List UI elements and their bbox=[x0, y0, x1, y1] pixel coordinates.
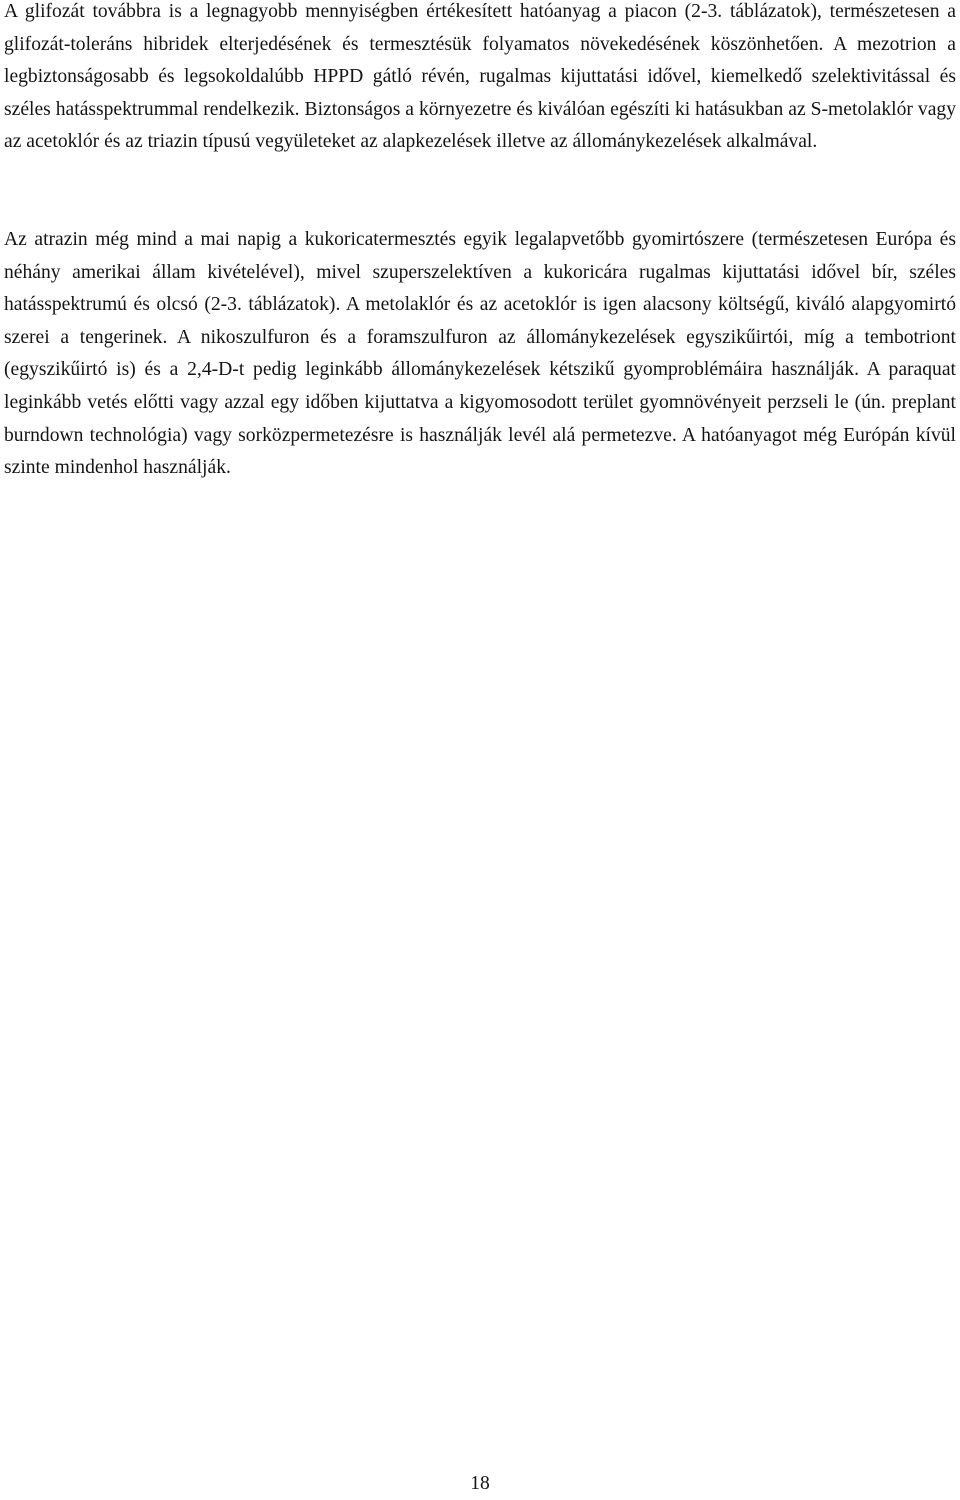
paragraph-atrazin-paraquat: Az atrazin még mind a mai napig a kukoricatermesztés egyik legalapvetőbb gyomirtószere (természetesen Európa és néhány amerikai állam kivételével), mivel szuperszelektíven a kukoricára rugalmas kijuttatási idővel bír, széles hatásspektrumú és olcsó (2-3. táblázatok). A metolaklór és az acetoklór is igen alacsony költségű, kiváló alapgyomirtó szerei a tengerinek. A nikoszulfuron és a foramszulfuron az állománykezelések egyszikűirtói, míg a tembotriont (egyszikűirtó is) és a 2,4-D-t pedig leginkább állománykezelések kétszikű gyomproblémáira használják. A paraquat leginkább vetés előtti vagy azzal egy időben kijuttatva a kigyomosodott terület gyomnövényeit perzseli le (ún. preplant burndown technológia) vagy sorközpermetezésre is használják levél alá permetezve. A hatóanyagot még Európán kívül szinte mindenhol használják. bbox=[4, 229, 956, 479]
document-page bbox=[4, 0, 956, 1497]
paragraph-glifozat-mezotrion: A glifozát továbbra is a legnagyobb mennyiségben értékesített hatóanyag a piacon (2-3. táblázatok), természetesen a glifozát-toleráns hibridek elterjedésének és termesztésük folyamatos növekedésének köszönhetően. A mezotrion a legbiztonságosabb és legsokoldalúbb HPPD gátló révén, rugalmas kijuttatási idővel, kiemelkedő szelektivitással és széles hatásspektrummal rendelkezik. Biztonságos a környezetre és kiválóan egészíti ki hatásukban az S-metolaklór vagy az acetoklór és az triazin típusú vegyületeket az alapkezelések illetve az állománykezelések alkalmával. bbox=[4, 1, 956, 153]
page-number: 18 bbox=[470, 1473, 490, 1494]
